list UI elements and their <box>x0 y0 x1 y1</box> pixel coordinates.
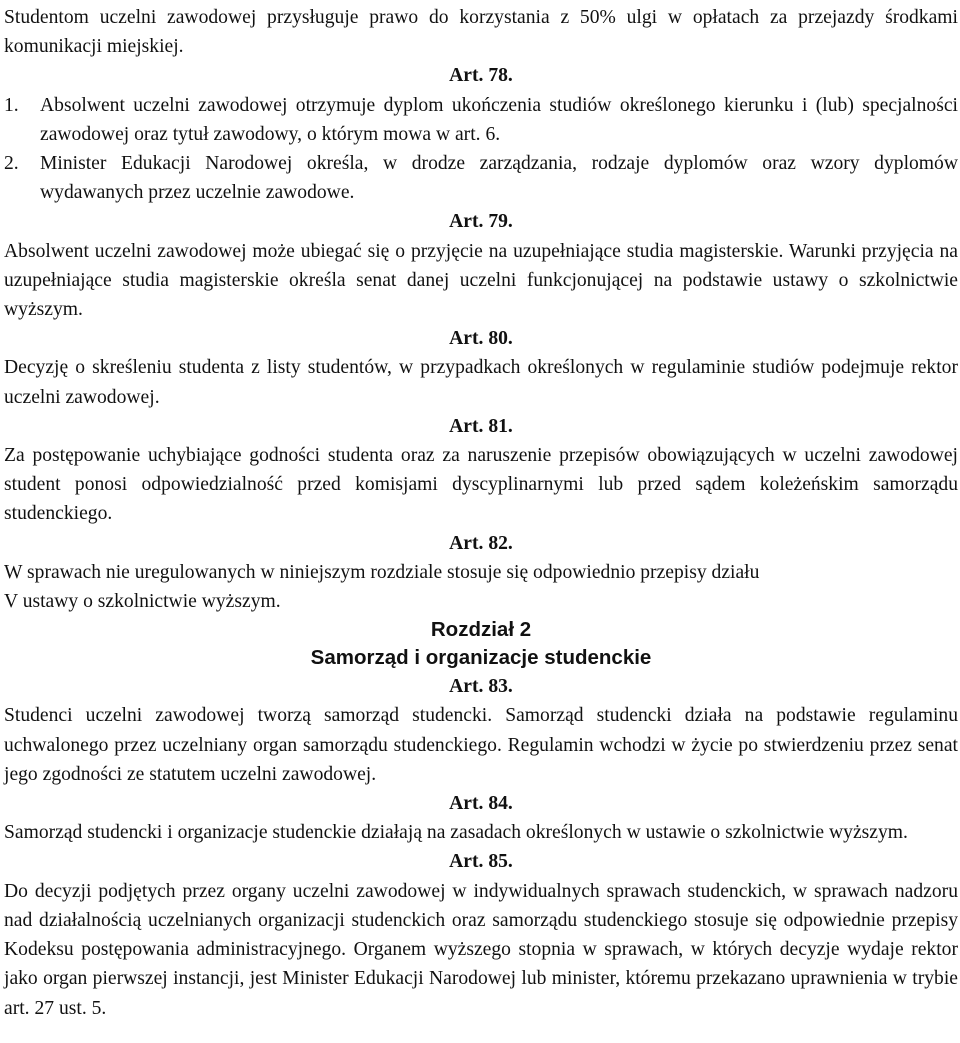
article-78-heading: Art. 78. <box>449 65 513 87</box>
article-85-text: Do decyzji podjętych przez organy uczelni zawodowej w indywidualnych sprawach studenckich, w sprawach nadzoru nad działalnością uczelnianych organizacji studenckich oraz samorządu studenckiego stosuje się odpowiednie przepisy Kodeksu postępowania administracyjnego. Organem wyższego stopnia w sprawach, w których decyzje wydaje rektor jako organ pierwszej instancji, jest Minister Edukacji Narodowej lub minister, któremu przekazano uprawnienia w trybie art. 27 ust. 5. <box>4 880 958 1019</box>
chapter-number: Rozdział 2 <box>430 618 532 642</box>
item-text: Minister Edukacji Narodowej określa, w drodze zarządzania, rodzaje dyplomów oraz wzory dyplomów wydawanych przez uczelnie zawodowe. <box>40 153 958 204</box>
article-82-line-1: W sprawach nie uregulowanych w niniejszym rozdziale stosuje się odpowiednio przepisy działu <box>4 561 760 583</box>
item-number: 2. <box>4 153 19 175</box>
article-80-heading: Art. 80. <box>449 328 513 350</box>
article-81-text: Za postępowanie uchybiające godności studenta oraz za naruszenie przepisów obowiązujących w uczelni zawodowej student ponosi odpowiedzialność przed komisjami dyscyplinarnymi lub przed sądem koleżeńskim samorządu studenckiego. <box>4 445 958 525</box>
article-85-heading: Art. 85. <box>449 851 513 873</box>
article-78-item-1 <box>4 91 958 149</box>
intro-paragraph: Studentom uczelni zawodowej przysługuje prawo do korzystania z 50% ulgi w opłatach za przejazdy środkami komunikacji miejskiej. <box>4 7 958 58</box>
article-84-heading: Art. 84. <box>449 793 513 815</box>
item-text: Absolwent uczelni zawodowej otrzymuje dyplom ukończenia studiów określonego kierunku i (lub) specjalności zawodowej oraz tytuł zawodowy, o którym mowa w art. 6. <box>40 94 958 145</box>
article-83-heading: Art. 83. <box>449 676 513 698</box>
article-79-heading: Art. 79. <box>449 211 513 233</box>
chapter-title: Samorząd i organizacje studenckie <box>310 646 652 670</box>
document-page <box>4 3 958 1023</box>
article-79-text: Absolwent uczelni zawodowej może ubiegać się o przyjęcie na uzupełniające studia magisterskie. Warunki przyjęcia na uzupełniające studia magisterskie określa senat danej uczelni funkcjonującej na podstawie ustawy o szkolnictwie wyższym. <box>4 240 958 321</box>
article-82-heading: Art. 82. <box>449 532 513 554</box>
article-83-text: Studenci uczelni zawodowej tworzą samorząd studencki. Samorząd studencki działa na podstawie regulaminu uchwalonego przez uczelniany organ samorządu studenckiego. Regulamin wchodzi w życie po stwierdzeniu przez senat jego zgodności ze statutem uczelni zawodowej. <box>4 705 958 785</box>
article-82-line-2: V ustawy o szkolnictwie wyższym. <box>4 591 281 613</box>
article-80-text: Decyzję o skreśleniu studenta z listy studentów, w przypadkach określonych w regulaminie studiów podejmuje rektor uczelni zawodowej. <box>4 357 958 408</box>
article-81-heading: Art. 81. <box>449 415 513 437</box>
article-78-item-2 <box>4 149 958 207</box>
item-number: 1. <box>4 94 19 116</box>
article-84-text: Samorząd studencki i organizacje studenckie działają na zasadach określonych w ustawie o szkolnictwie wyższym. <box>4 822 908 844</box>
